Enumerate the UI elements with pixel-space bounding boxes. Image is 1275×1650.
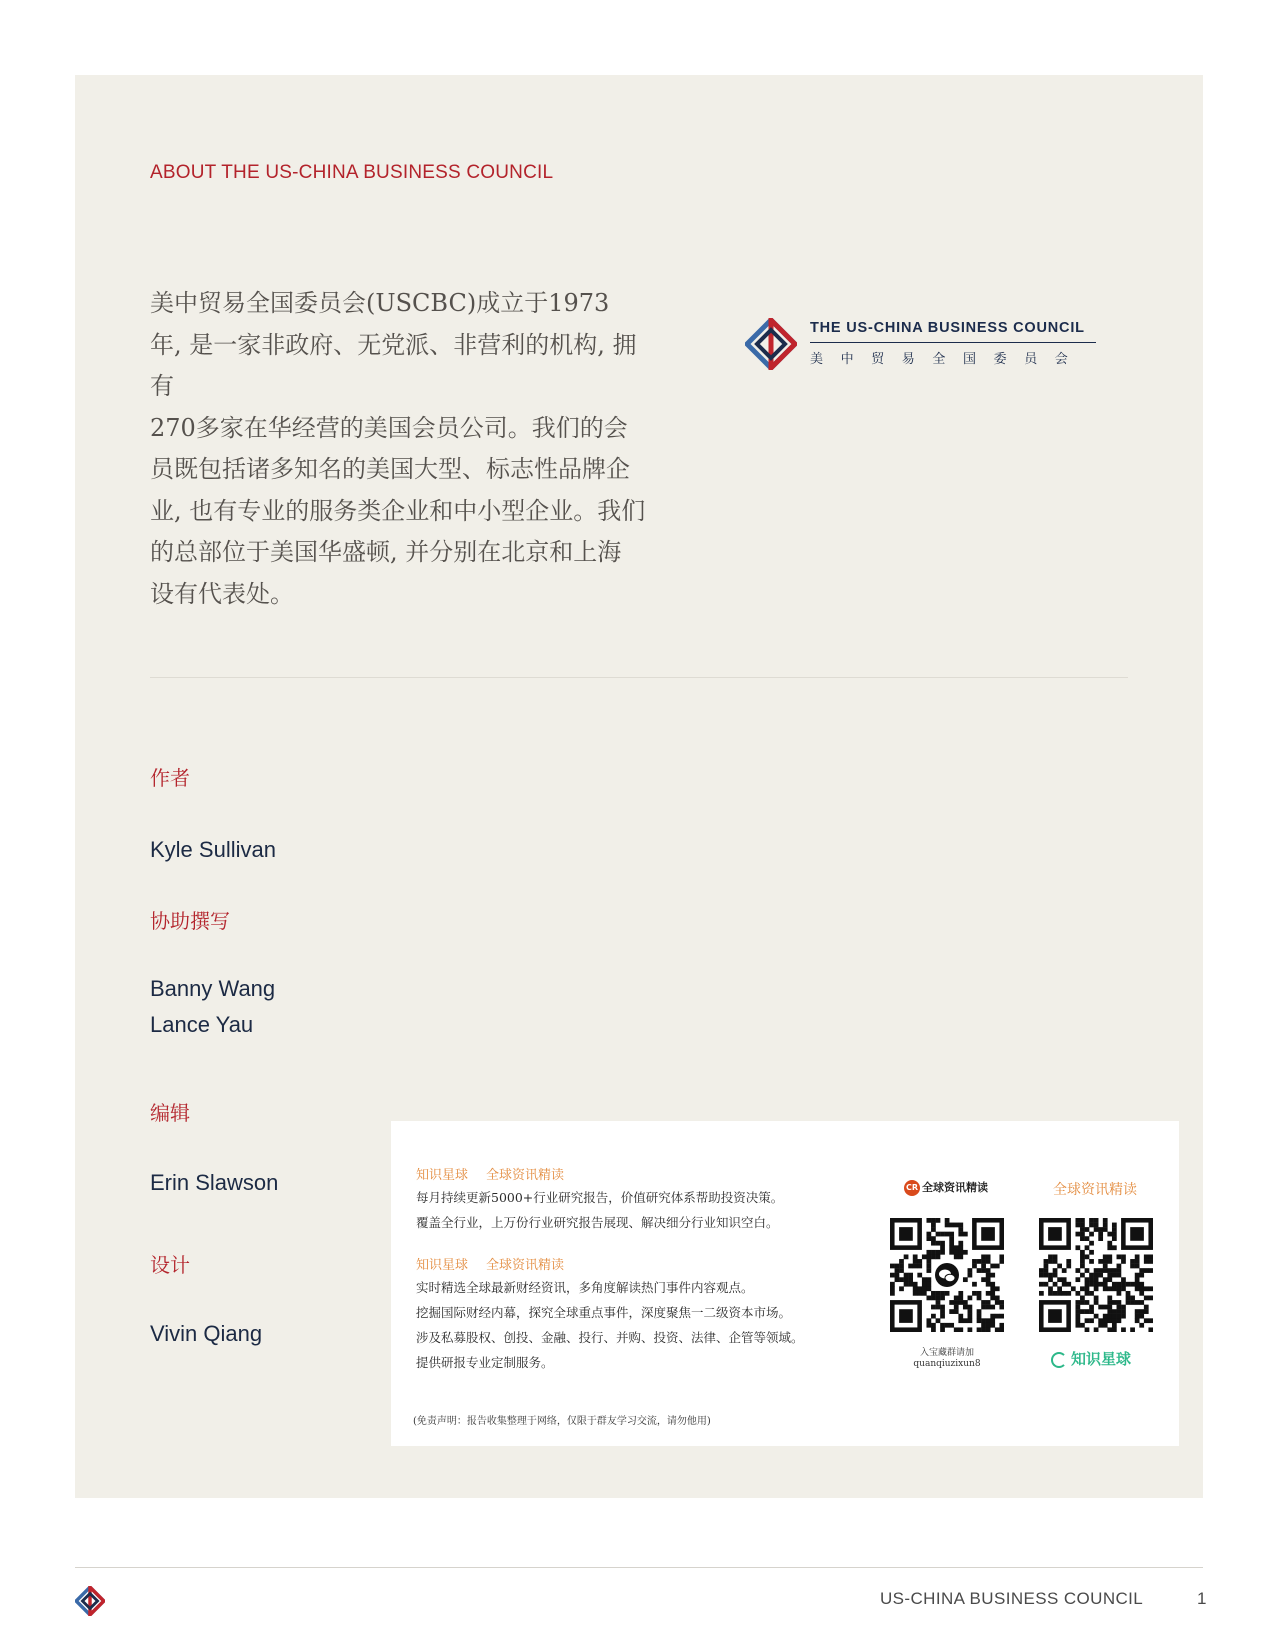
promo-tag bbox=[416, 1164, 564, 1183]
qr1-brand bbox=[904, 1179, 988, 1196]
editor-name: Erin Slawson bbox=[150, 1170, 279, 1195]
promo-card bbox=[391, 1121, 1179, 1446]
section-divider bbox=[150, 677, 1128, 678]
promo-line: 每月持续更新5000+行业研究报告，价值研究体系帮助投资决策。 bbox=[416, 1190, 784, 1205]
intro-line: 美中贸易全国委员会(USCBC)成立于1973 bbox=[150, 289, 610, 317]
intro-line: 员既包括诸多知名的美国大型、标志性品牌企 bbox=[150, 455, 630, 483]
promo-line: 实时精选全球最新财经资讯，多角度解读热门事件内容观点。 bbox=[416, 1280, 754, 1295]
zsxq-logo-icon bbox=[1051, 1352, 1067, 1368]
contributor-name: Banny Wang bbox=[150, 976, 276, 1001]
qr1-caption-line: 入宝藏群请加 bbox=[919, 1348, 974, 1358]
intro-line: 270多家在华经营的美国会员公司。我们的会 bbox=[150, 413, 628, 442]
footer-rule bbox=[75, 1567, 1203, 1568]
intro-paragraph bbox=[150, 283, 660, 615]
promo-line: 涉及私募股权、创投、金融、投行、并购、投资、法律、企管等领域。 bbox=[416, 1330, 804, 1345]
brand-badge-icon: CR bbox=[904, 1180, 920, 1196]
promo-tag bbox=[416, 1254, 564, 1273]
contributor-name: Lance Yau bbox=[150, 1012, 254, 1037]
qr1-caption-line: quanqiuzixun8 bbox=[913, 1359, 981, 1369]
zsxq-qr-code-icon[interactable] bbox=[1039, 1218, 1153, 1332]
page-number: 1 bbox=[1197, 1589, 1207, 1608]
qr1-caption bbox=[885, 1348, 1009, 1370]
uscbc-logo-mark-icon bbox=[745, 318, 797, 370]
zsxq-brand-label: 知识星球 bbox=[1071, 1350, 1132, 1368]
promo-tag-label: 知识星球 bbox=[416, 1168, 469, 1183]
intro-line: 业, 也有专业的服务类企业和中小型企业。我们 bbox=[150, 496, 646, 525]
design-label: 设计 bbox=[150, 1253, 190, 1277]
qr1-brand-label: 全球资讯精读 bbox=[922, 1181, 988, 1194]
contributors-label: 协助撰写 bbox=[150, 909, 230, 933]
author-label: 作者 bbox=[150, 766, 190, 790]
logo-name-en: THE US-CHINA BUSINESS COUNCIL bbox=[810, 320, 1085, 336]
promo-tag-label: 全球资讯精读 bbox=[486, 1258, 565, 1273]
promo-line: 挖掘国际财经内幕，探究全球重点事件，深度聚焦一二级资本市场。 bbox=[416, 1305, 792, 1320]
promo-line: 覆盖全行业，上万份行业研究报告展现、解决细分行业知识空白。 bbox=[416, 1215, 779, 1230]
author-name: Kyle Sullivan bbox=[150, 837, 276, 862]
intro-line: 的总部位于美国华盛顿, 并分别在北京和上海 bbox=[150, 538, 622, 566]
editor-label: 编辑 bbox=[150, 1101, 190, 1125]
section-heading: ABOUT THE US-CHINA BUSINESS COUNCIL bbox=[150, 162, 554, 183]
promo-tag-label: 知识星球 bbox=[416, 1258, 469, 1273]
wechat-qr-code-icon[interactable] bbox=[890, 1218, 1004, 1332]
promo-line: 提供研报专业定制服务。 bbox=[416, 1355, 554, 1370]
intro-line: 年, 是一家非政府、无党派、非营利的机构, 拥有 bbox=[150, 330, 637, 400]
uscbc-logo bbox=[745, 318, 1105, 372]
designer-name: Vivin Qiang bbox=[150, 1321, 263, 1346]
qr2-brand: 全球资讯精读 bbox=[1053, 1182, 1137, 1198]
footer-title: US-CHINA BUSINESS COUNCIL bbox=[880, 1589, 1144, 1608]
promo-disclaimer: (免责声明：报告收集整理于网络，仅限于群友学习交流，请勿他用) bbox=[413, 1416, 711, 1427]
zsxq-brand bbox=[1051, 1348, 1131, 1369]
footer-logo-icon bbox=[75, 1586, 105, 1616]
intro-line: 设有代表处。 bbox=[150, 579, 294, 608]
logo-name-cn: 美中贸易全国委员会 bbox=[810, 352, 1086, 367]
logo-rule bbox=[810, 342, 1096, 343]
promo-tag-label: 全球资讯精读 bbox=[486, 1168, 565, 1183]
